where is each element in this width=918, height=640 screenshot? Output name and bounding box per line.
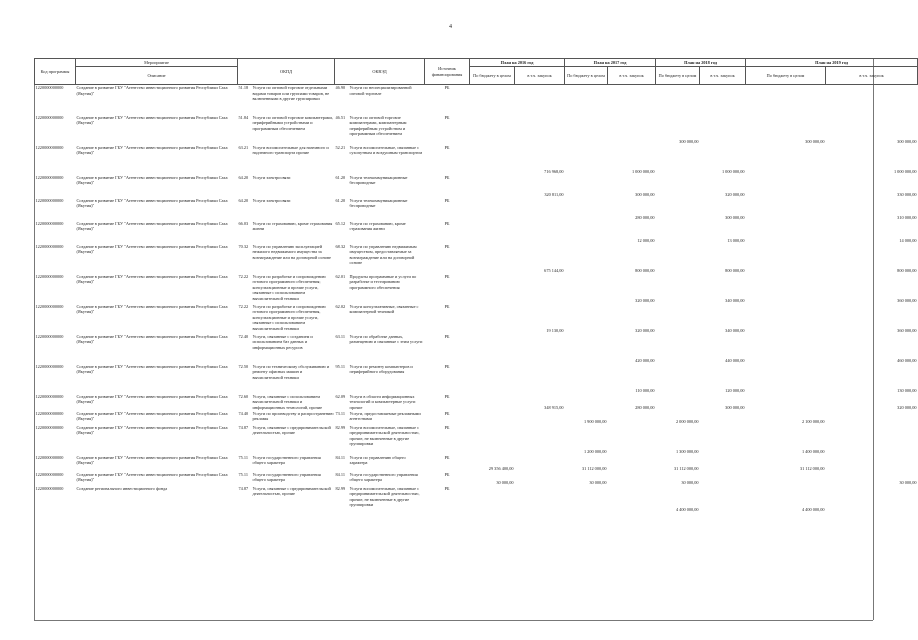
procurement-plan-table bbox=[34, 58, 918, 513]
row-description: Создание в развитие ГБУ "Агентство инвестиционного развития Республики Саха (Якутия)" bbox=[76, 333, 228, 345]
row-okpd-text: Услуги электросвязи bbox=[252, 197, 291, 203]
row-okved-text: Услуги по ремонту компьютеров и периферийного оборудования bbox=[349, 363, 413, 375]
row-2017-incl bbox=[608, 411, 656, 425]
row-okved-code: 62.02 bbox=[335, 303, 346, 309]
header-code: Код программы bbox=[35, 59, 76, 85]
row-2019-budget: 1 400 000,00 bbox=[801, 448, 825, 454]
row-2019-incl: 320 000,00 bbox=[897, 404, 917, 410]
row-okpd-text: Услуги государственного управления общего характера bbox=[252, 454, 321, 466]
row-source: РБ bbox=[444, 393, 450, 399]
row-2017-budget bbox=[565, 334, 608, 364]
row-code: 1220000000000 bbox=[35, 303, 64, 309]
row-okved-text: Услуги по страхованию, кроме страхования жизни bbox=[349, 220, 406, 232]
row-2017-incl: 1 000 000,00 bbox=[631, 168, 655, 174]
row-okved-text: Услуги, предоставляемые рекламными агентствами bbox=[349, 410, 421, 422]
row-2017-budget bbox=[565, 274, 608, 304]
row-2016-incl bbox=[515, 274, 565, 304]
row-okpd-code: 74.87 bbox=[238, 485, 249, 491]
row-okpd-text: Услуги по техническому обслуживанию и ремонту офисных машин и вычислительной техники bbox=[252, 363, 330, 380]
row-2018-incl bbox=[700, 472, 746, 486]
row-2018-budget bbox=[656, 145, 700, 175]
row-2018-incl: 440 000,00 bbox=[725, 357, 745, 363]
row-2019-budget bbox=[746, 85, 826, 115]
row-source: РБ bbox=[444, 243, 450, 249]
row-2019-incl: 30 000,00 bbox=[899, 479, 917, 485]
row-okpd-text: Услуги по оптовой торговле компьютерами, периферийными устройствами и программным обеспечением bbox=[252, 114, 333, 131]
row-okved-code: 52.21 bbox=[335, 144, 346, 150]
row-okved-code: 82.99 bbox=[335, 485, 346, 491]
row-description: Создание в развитие ГБУ "Агентство инвестиционного развития Республики Саха (Якутия)" bbox=[76, 393, 228, 405]
row-okved-text: Услуги вспомогательные, связанные с сухопутным и воздушным транспортом bbox=[349, 144, 423, 156]
row-okpd-text: Услуги по страхованию, кроме страхования жизни bbox=[252, 220, 333, 232]
row-2017-budget bbox=[565, 175, 608, 198]
row-okved-code: 84.11 bbox=[335, 454, 346, 460]
row-okpd-code: 72.22 bbox=[238, 303, 249, 309]
table-row bbox=[35, 221, 918, 244]
row-2016-incl: 675 144,00 bbox=[544, 267, 564, 273]
row-source: РБ bbox=[444, 454, 450, 460]
row-2018-budget: 30 000,00 bbox=[681, 479, 699, 485]
row-code: 1220000000000 bbox=[35, 333, 64, 339]
row-2019-budget: 31 112 000,00 bbox=[799, 465, 825, 471]
row-2017-incl bbox=[608, 455, 656, 472]
row-2017-budget bbox=[565, 486, 608, 513]
row-2019-budget bbox=[746, 304, 826, 334]
row-2019-budget bbox=[746, 244, 826, 274]
row-2019-incl: 800 000,00 bbox=[897, 267, 917, 273]
row-description: Создание в развитие ГБУ "Агентство инвестиционного развития Республики Саха (Якутия)" bbox=[76, 114, 228, 126]
row-2018-incl bbox=[700, 85, 746, 115]
row-2017-budget bbox=[565, 145, 608, 175]
row-okpd-code: 63.21 bbox=[238, 144, 249, 150]
row-2019-budget bbox=[746, 274, 826, 304]
row-2018-incl bbox=[700, 455, 746, 472]
row-code: 1220000000000 bbox=[35, 485, 64, 491]
row-okved-code: 82.99 bbox=[335, 424, 346, 430]
row-2017-incl: 300 000,00 bbox=[635, 191, 655, 197]
row-2018-incl: 320 000,00 bbox=[725, 191, 745, 197]
row-2017-incl bbox=[608, 115, 656, 145]
row-code: 1220000000000 bbox=[35, 410, 64, 416]
row-description: Создание в развитие ГБУ "Агентство инвестиционного развития Республики Саха (Якутия)" bbox=[76, 410, 228, 422]
row-okved-text: Услуги телекоммуникационные беспроводные bbox=[349, 197, 408, 209]
row-description: Создание регионального инвестиционного фонда bbox=[76, 485, 168, 491]
header-budget-2017: По бюджету в целом bbox=[565, 67, 608, 85]
row-2018-budget: 2 000 000,00 bbox=[675, 418, 699, 424]
row-2017-incl: 110 000,00 bbox=[635, 387, 655, 393]
row-description: Создание в развитие ГБУ "Агентство инвестиционного развития Республики Саха (Якутия)" bbox=[76, 424, 228, 436]
row-source: РБ bbox=[444, 144, 450, 150]
row-2016-budget bbox=[470, 198, 515, 221]
row-okved-text: Услуги по оптовой торговле компьютерами, компьютерным периферийным устройством и программным обеспечением bbox=[349, 114, 407, 137]
row-2018-incl: 800 000,00 bbox=[725, 267, 745, 273]
row-okpd-text: Услуги по управлению эксплуатацией нежилого недвижимого имущества за вознаграждение или на договорной основе bbox=[252, 243, 331, 260]
row-2019-budget bbox=[746, 364, 826, 394]
row-2018-budget bbox=[656, 394, 700, 411]
row-okpd-code: 64.20 bbox=[238, 197, 249, 203]
row-source: РБ bbox=[444, 114, 450, 120]
row-2016-budget bbox=[470, 145, 515, 175]
row-okved-code: 95.11 bbox=[335, 363, 346, 369]
row-okved-code: 61.20 bbox=[335, 197, 346, 203]
header-okved: ОКВЭД bbox=[335, 59, 425, 85]
header-okpd: ОКПД bbox=[238, 59, 335, 85]
row-2019-incl: 14 000,00 bbox=[899, 237, 917, 243]
row-2016-incl bbox=[515, 425, 565, 455]
row-source: РБ bbox=[444, 410, 450, 416]
header-plan-2016: План на 2016 год bbox=[470, 59, 565, 67]
row-2016-incl: 716 968,00 bbox=[544, 168, 564, 174]
row-description: Создание в развитие ГБУ "Агентство инвестиционного развития Республики Саха (Якутия)" bbox=[76, 220, 228, 232]
row-2017-budget bbox=[565, 115, 608, 145]
header-budget-2018: По бюджету в целом bbox=[656, 67, 700, 85]
row-2016-incl bbox=[515, 472, 565, 486]
row-2017-incl: 280 000,00 bbox=[635, 404, 655, 410]
row-okpd-code: 75.11 bbox=[238, 454, 249, 460]
row-okved-code: 65.12 bbox=[335, 220, 346, 226]
row-2018-budget: 31 112 000,00 bbox=[673, 465, 699, 471]
row-okved-text: Услуги по управлению общего характера bbox=[349, 454, 406, 466]
row-okpd-code: 72.22 bbox=[238, 273, 249, 279]
row-source: РБ bbox=[444, 424, 450, 430]
row-2018-budget bbox=[656, 85, 700, 115]
row-2016-incl: 348 915,00 bbox=[544, 404, 564, 410]
row-okpd-code: 72.50 bbox=[238, 363, 249, 369]
header-plan-2019: План на 2019 год bbox=[746, 59, 918, 67]
row-2017-budget: 30 000,00 bbox=[589, 479, 607, 485]
row-okved-code: 46.51 bbox=[335, 114, 346, 120]
row-2017-incl bbox=[608, 425, 656, 455]
row-okpd-code: 72.40 bbox=[238, 333, 249, 339]
row-okved-code: 62.01 bbox=[335, 273, 346, 279]
row-2016-budget bbox=[470, 364, 515, 394]
row-2016-incl bbox=[515, 221, 565, 244]
header-measures: Мероприятие bbox=[76, 59, 238, 67]
row-okved-code: 68.32 bbox=[335, 243, 346, 249]
row-2017-incl bbox=[608, 85, 656, 115]
row-2019-budget bbox=[746, 221, 826, 244]
row-2017-budget bbox=[565, 221, 608, 244]
row-code: 1220000000000 bbox=[35, 393, 64, 399]
row-2016-budget bbox=[470, 394, 515, 411]
row-2019-incl: 130 000,00 bbox=[897, 387, 917, 393]
row-okved-text: Услуги вспомогательные, связанные с предпринимательской деятельностью, прочие, не включенные в другие группировки bbox=[349, 485, 420, 508]
row-code: 1220000000000 bbox=[35, 243, 64, 249]
row-2018-incl bbox=[700, 411, 746, 425]
row-2019-budget bbox=[746, 198, 826, 221]
row-2018-budget bbox=[656, 244, 700, 274]
header-budget-2016: По бюджету в целом bbox=[470, 67, 515, 85]
row-2017-incl: 280 000,00 bbox=[635, 214, 655, 220]
row-description: Создание в развитие ГБУ "Агентство инвестиционного развития Республики Саха (Якутия)" bbox=[76, 471, 228, 483]
row-description: Создание в развитие ГБУ "Агентство инвестиционного развития Республики Саха (Якутия)" bbox=[76, 273, 228, 285]
row-code: 1220000000000 bbox=[35, 471, 64, 477]
row-okpd-code: 72.60 bbox=[238, 393, 249, 399]
header-budget-2019: По бюджету в целом bbox=[746, 67, 826, 85]
row-2018-budget: 4 400 000,00 bbox=[675, 506, 699, 512]
row-2016-incl bbox=[515, 364, 565, 394]
row-source: РБ bbox=[444, 273, 450, 279]
row-2016-incl bbox=[515, 411, 565, 425]
row-okved-text: Услуги по управлению недвижимым имуществом, предоставляемые за вознаграждение или на договорной основе bbox=[349, 243, 417, 266]
row-okved-text: Услуги консультативные, связанные с компьютерной техникой bbox=[349, 303, 419, 315]
row-code: 1220000000000 bbox=[35, 85, 64, 90]
row-okved-code: 73.11 bbox=[335, 410, 346, 416]
row-2018-incl bbox=[700, 486, 746, 513]
row-2017-budget bbox=[565, 85, 608, 115]
row-description: Создание в развитие ГБУ "Агентство инвестиционного развития Республики Саха (Якутия)" bbox=[76, 85, 228, 96]
table-row bbox=[35, 411, 918, 425]
row-2017-incl: 320 000,00 bbox=[635, 297, 655, 303]
row-code: 1220000000000 bbox=[35, 363, 64, 369]
row-2019-incl bbox=[826, 411, 918, 425]
row-okpd-text: Услуги по производству и распространению рекламы bbox=[252, 410, 334, 422]
table-row bbox=[35, 274, 918, 304]
row-2016-budget bbox=[470, 244, 515, 274]
row-okpd-text: Услуги, связанные с предпринимательской деятельностью, прочие bbox=[252, 485, 331, 497]
table-row bbox=[35, 486, 918, 513]
table-row bbox=[35, 304, 918, 334]
row-2019-incl bbox=[826, 425, 918, 455]
row-source: РБ bbox=[444, 85, 450, 90]
row-2019-incl: 300 000,00 bbox=[897, 138, 917, 144]
row-2016-incl: 19 130,00 bbox=[546, 327, 564, 333]
row-2019-budget: 4 400 000,00 bbox=[801, 506, 825, 512]
row-2019-incl: 460 000,00 bbox=[897, 357, 917, 363]
row-code: 1220000000000 bbox=[35, 424, 64, 430]
row-2019-incl: 1 000 000,00 bbox=[893, 168, 917, 174]
row-2016-budget bbox=[470, 425, 515, 455]
row-description: Создание в развитие ГБУ "Агентство инвестиционного развития Республики Саха (Якутия)" bbox=[76, 303, 228, 315]
row-2018-incl: 13 000,00 bbox=[727, 237, 745, 243]
row-2019-incl: 310 000,00 bbox=[897, 214, 917, 220]
row-source: РБ bbox=[444, 333, 450, 339]
table-row bbox=[35, 244, 918, 274]
row-code: 1220000000000 bbox=[35, 174, 64, 180]
row-2017-budget bbox=[565, 364, 608, 394]
row-2018-incl: 300 000,00 bbox=[725, 214, 745, 220]
row-okpd-code: 66.03 bbox=[238, 220, 249, 226]
row-code: 1220000000000 bbox=[35, 197, 64, 203]
row-okpd-code: 51.84 bbox=[238, 114, 249, 120]
row-2019-budget bbox=[746, 472, 826, 486]
table-row bbox=[35, 472, 918, 486]
row-description: Создание в развитие ГБУ "Агентство инвестиционного развития Республики Саха (Якутия)" bbox=[76, 243, 228, 255]
row-source: РБ bbox=[444, 471, 450, 477]
row-2018-budget bbox=[656, 175, 700, 198]
row-2017-incl: 800 000,00 bbox=[635, 267, 655, 273]
row-okved-text: Услуги по обработке данных, размещению и связанные с этим услуги bbox=[349, 333, 423, 345]
row-2018-incl: 120 000,00 bbox=[725, 387, 745, 393]
row-2017-budget bbox=[565, 198, 608, 221]
row-description: Создание в развитие ГБУ "Агентство инвестиционного развития Республики Саха (Якутия)" bbox=[76, 174, 228, 186]
row-2018-incl: 300 000,00 bbox=[725, 404, 745, 410]
row-okved-code: 84.11 bbox=[335, 471, 346, 477]
row-code: 1220000000000 bbox=[35, 273, 64, 279]
row-2018-budget bbox=[656, 334, 700, 364]
row-source: РБ bbox=[444, 197, 450, 203]
row-source: РБ bbox=[444, 485, 450, 491]
row-2016-budget bbox=[470, 175, 515, 198]
row-2016-incl bbox=[515, 115, 565, 145]
row-2019-incl: 360 000,00 bbox=[897, 297, 917, 303]
row-okved-text: Услуги государственного управления общего характера bbox=[349, 471, 418, 483]
row-2016-incl bbox=[515, 198, 565, 221]
row-source: РБ bbox=[444, 174, 450, 180]
row-2016-budget: 29 356 400,00 bbox=[488, 465, 514, 471]
row-2016-incl bbox=[515, 455, 565, 472]
row-2018-budget bbox=[656, 364, 700, 394]
row-okved-text: Услуги по неспециализированной оптовой торговле bbox=[349, 85, 412, 96]
row-2017-incl bbox=[608, 472, 656, 486]
row-2016-incl: 320 811,00 bbox=[544, 191, 564, 197]
row-2018-budget: 1 300 000,00 bbox=[675, 448, 699, 454]
row-code: 1220000000000 bbox=[35, 454, 64, 460]
row-okpd-text: Услуги вспомогательные для наземного и надземного транспорта прочие bbox=[252, 144, 329, 156]
row-2016-budget bbox=[470, 274, 515, 304]
row-okpd-text: Услуги электросвязи bbox=[252, 174, 291, 180]
row-2018-incl: 340 000,00 bbox=[725, 327, 745, 333]
row-2018-budget bbox=[656, 221, 700, 244]
row-okpd-code: 70.32 bbox=[238, 243, 249, 249]
row-okved-code: 61.20 bbox=[335, 174, 346, 180]
row-2017-incl bbox=[608, 486, 656, 513]
row-okpd-code: 75.11 bbox=[238, 471, 249, 477]
row-okpd-code: 51.18 bbox=[238, 85, 249, 90]
header-plan-2017: План на 2017 год bbox=[565, 59, 656, 67]
table-row bbox=[35, 334, 918, 364]
row-okpd-code: 64.20 bbox=[238, 174, 249, 180]
table-row bbox=[35, 455, 918, 472]
row-2016-budget: 30 000,00 bbox=[496, 479, 514, 485]
row-2016-budget bbox=[470, 334, 515, 364]
row-2018-budget bbox=[656, 274, 700, 304]
row-2018-incl bbox=[700, 425, 746, 455]
header-incl-2019: в т.ч. закупок bbox=[826, 67, 918, 85]
row-2019-budget bbox=[746, 175, 826, 198]
row-code: 1220000000000 bbox=[35, 114, 64, 120]
row-2018-incl: 340 000,00 bbox=[725, 297, 745, 303]
row-2017-budget: 1 200 000,00 bbox=[583, 448, 607, 454]
header-incl-2018: в т.ч. закупок bbox=[700, 67, 746, 85]
header-description: Описание bbox=[76, 67, 238, 85]
row-2016-budget bbox=[470, 486, 515, 513]
row-2016-budget bbox=[470, 115, 515, 145]
row-2016-budget bbox=[470, 85, 515, 115]
table-body bbox=[35, 85, 918, 513]
header-plan-2018: План на 2018 год bbox=[656, 59, 746, 67]
row-okved-code: 46.90 bbox=[335, 85, 346, 90]
header-source: Источник финансирования bbox=[425, 59, 470, 85]
header-incl-2017: в т.ч. закупок bbox=[608, 67, 656, 85]
row-okpd-text: Услуги по разработке и сопровождению готового программного обеспечения, консультационные и прочие услуги, связанные с использованием вычислительной техники bbox=[252, 303, 326, 331]
row-2016-incl bbox=[515, 486, 565, 513]
row-2019-incl bbox=[826, 85, 918, 115]
row-2017-budget bbox=[565, 394, 608, 411]
table-row bbox=[35, 425, 918, 455]
row-okpd-code: 74.40 bbox=[238, 410, 249, 416]
row-okpd-text: Услуги, связанные с созданием и использованием баз данных и информационных ресурсов bbox=[252, 333, 313, 350]
row-okpd-text: Услуги по оптовой торговле отдельными видами товаров или группами товаров, не включенными в другие группировки bbox=[252, 85, 330, 102]
row-okpd-code: 74.87 bbox=[238, 424, 249, 430]
row-source: РБ bbox=[444, 303, 450, 309]
row-2019-budget: 2 100 000,00 bbox=[801, 418, 825, 424]
row-2019-incl bbox=[826, 486, 918, 513]
row-2019-incl bbox=[826, 455, 918, 472]
row-code: 1220000000000 bbox=[35, 144, 64, 150]
table-row bbox=[35, 364, 918, 394]
row-2017-incl: 420 000,00 bbox=[635, 357, 655, 363]
row-okved-code: 63.11 bbox=[335, 333, 346, 339]
row-2017-budget bbox=[565, 304, 608, 334]
row-2018-budget bbox=[656, 304, 700, 334]
row-description: Создание в развитие ГБУ "Агентство инвестиционного развития Республики Саха (Якутия)" bbox=[76, 197, 228, 209]
row-2018-incl: 1 000 000,00 bbox=[721, 168, 745, 174]
row-2017-budget: 31 112 000,00 bbox=[581, 465, 607, 471]
row-2017-incl: 320 000,00 bbox=[635, 327, 655, 333]
row-source: РБ bbox=[444, 363, 450, 369]
row-2018-budget bbox=[656, 198, 700, 221]
row-description: Создание в развитие ГБУ "Агентство инвестиционного развития Республики Саха (Якутия)" bbox=[76, 454, 228, 466]
row-2016-incl bbox=[515, 334, 565, 364]
table-row bbox=[35, 115, 918, 145]
row-okved-text: Услуги телекоммуникационные беспроводные bbox=[349, 174, 408, 186]
row-2016-budget bbox=[470, 221, 515, 244]
row-2018-incl bbox=[700, 115, 746, 145]
row-2018-budget: 300 000,00 bbox=[679, 138, 699, 144]
table-row bbox=[35, 175, 918, 198]
header-incl-2016: в т.ч. закупок bbox=[515, 67, 565, 85]
row-description: Создание в развитие ГБУ "Агентство инвестиционного развития Республики Саха (Якутия)" bbox=[76, 363, 228, 375]
table-row bbox=[35, 394, 918, 411]
row-2019-budget bbox=[746, 145, 826, 175]
table-bottom-border bbox=[34, 620, 873, 621]
row-code: 1220000000000 bbox=[35, 220, 64, 226]
row-2017-incl: 12 000,00 bbox=[637, 237, 655, 243]
row-2016-budget bbox=[470, 411, 515, 425]
row-okpd-text: Услуги, связанные с использованием вычислительной техники и информационных технологий, прочие bbox=[252, 393, 323, 410]
row-2016-budget bbox=[470, 304, 515, 334]
row-description: Создание в развитие ГБУ "Агентство инвестиционного развития Республики Саха (Якутия)" bbox=[76, 144, 228, 156]
row-2017-budget bbox=[565, 244, 608, 274]
table-row bbox=[35, 198, 918, 221]
row-source: РБ bbox=[444, 220, 450, 226]
row-okpd-text: Услуги, связанные с предпринимательской деятельностью, прочие bbox=[252, 424, 331, 436]
row-2017-budget: 1 900 000,00 bbox=[583, 418, 607, 424]
row-okved-text: Услуги вспомогательные, связанные с предпринимательской деятельностью, прочие, не включенные в другие группировки bbox=[349, 424, 420, 447]
row-2019-budget bbox=[746, 394, 826, 411]
row-2019-budget: 300 000,00 bbox=[805, 138, 825, 144]
table-row bbox=[35, 85, 918, 115]
row-okved-text: Продукты программные и услуги по разработке и тестированию программного обеспечения bbox=[349, 273, 417, 290]
row-okpd-text: Услуги по разработке и сопровождению готового программного обеспечения; консультационные и прочие услуги, связанные с использованием вычислительной техники bbox=[252, 273, 326, 301]
table-row bbox=[35, 145, 918, 175]
row-okved-text: Услуги в области информационных технологий и компьютерные услуги прочие bbox=[349, 393, 416, 410]
row-2019-incl: 330 000,00 bbox=[897, 191, 917, 197]
row-2019-budget bbox=[746, 334, 826, 364]
row-2019-incl: 360 000,00 bbox=[897, 327, 917, 333]
row-2016-incl bbox=[515, 85, 565, 115]
row-okved-code: 62.09 bbox=[335, 393, 346, 399]
row-okpd-text: Услуги государственного управления общего характера bbox=[252, 471, 321, 483]
page-number: 4 bbox=[449, 24, 452, 30]
